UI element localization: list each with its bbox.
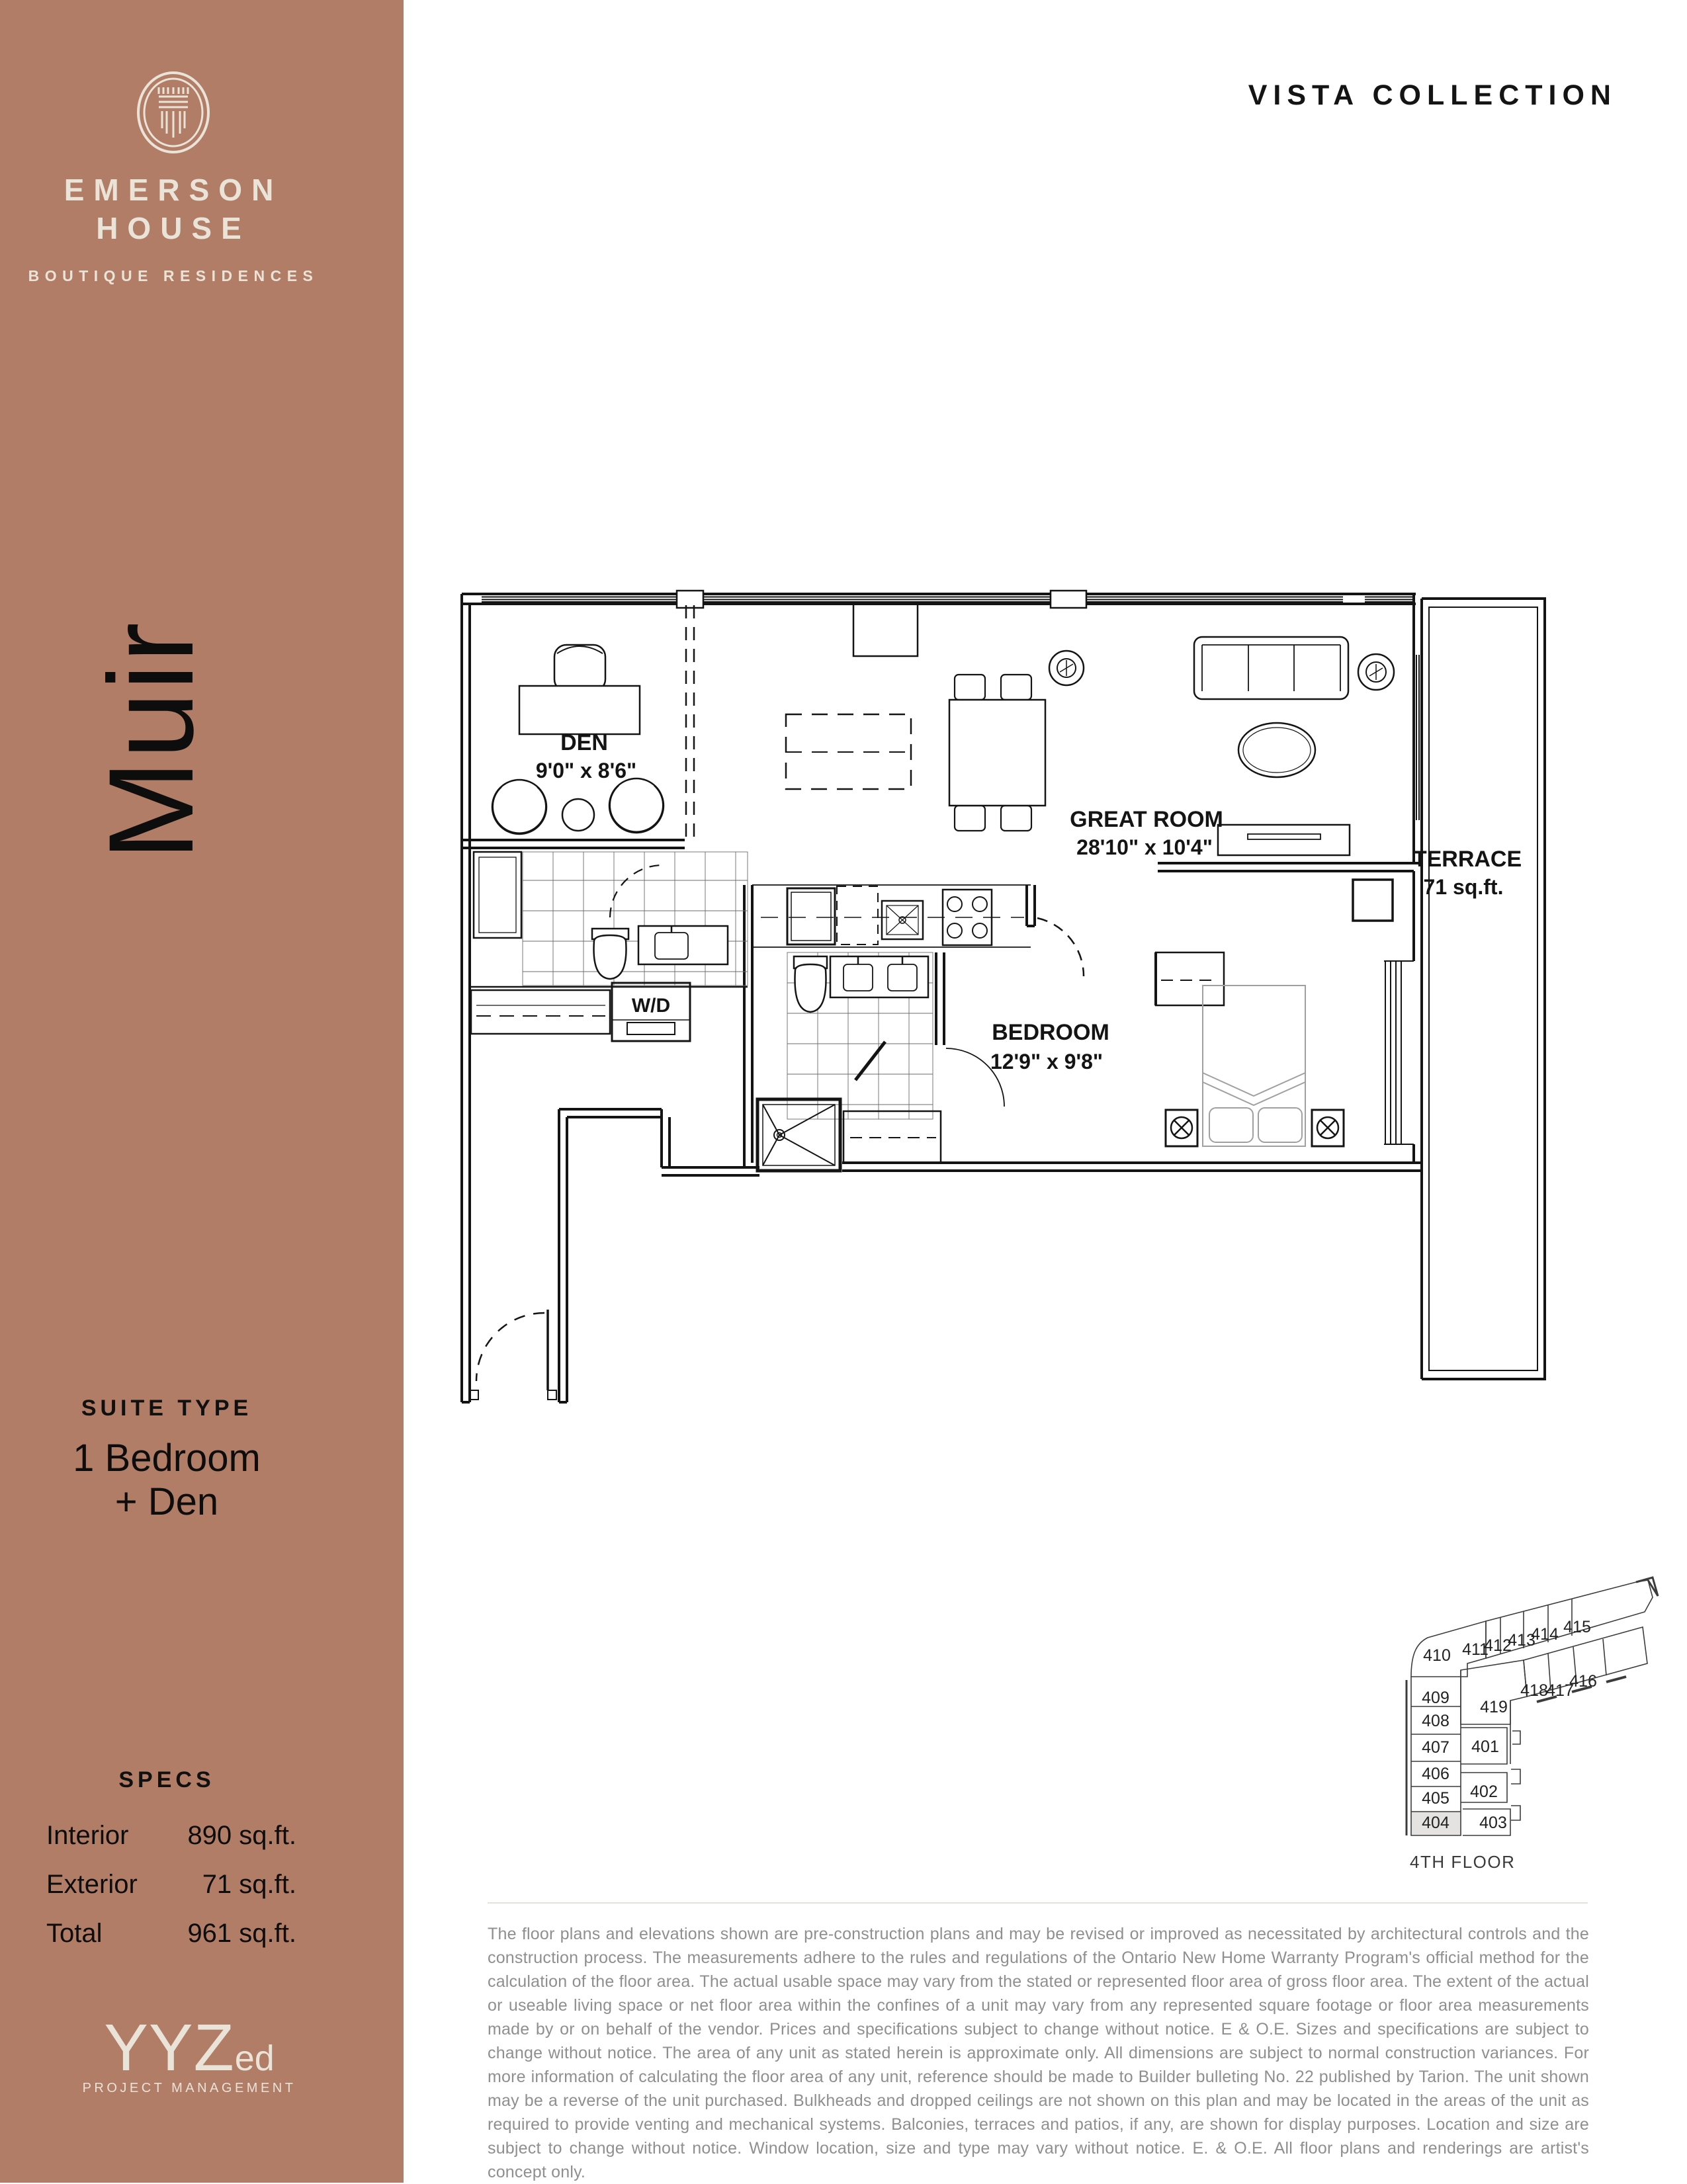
spec-label: Interior [46, 1821, 129, 1850]
floor-plan [456, 582, 1551, 1406]
suite-type-value [0, 1437, 333, 1524]
key-plan [1375, 1571, 1666, 1855]
key-plan-unit: 418 [1520, 1681, 1548, 1700]
key-plan-unit: 402 [1470, 1783, 1498, 1801]
spec-label: Exterior [46, 1870, 138, 1899]
brand-emblem-icon [0, 46, 347, 172]
key-plan-unit: 405 [1422, 1789, 1449, 1808]
key-plan-unit: 412 [1484, 1636, 1512, 1655]
spec-row-interior [46, 1811, 296, 1860]
room-label-terrace: TERRACE [1412, 847, 1522, 872]
key-plan-unit: 417 [1546, 1681, 1574, 1700]
spec-value: 890 sq.ft. [187, 1821, 296, 1850]
key-plan-unit: 415 [1563, 1618, 1591, 1636]
room-label-den: DEN [560, 730, 608, 755]
spec-value: 961 sq.ft. [187, 1919, 296, 1948]
key-plan-unit: 413 [1508, 1631, 1536, 1650]
kitchen-appliances [752, 885, 1031, 947]
brand-logo [0, 46, 347, 175]
powder-room-fixtures [474, 852, 728, 979]
developer-logo-main: YYZ [104, 2011, 235, 2085]
legal-disclaimer: The floor plans and elevations shown are pre-construction plans and may be revised or improved as necessitated by architectural controls and the construction process. The measurements adhere to the rules and regulations of the Ontario New Home Warranty Program's official method for the calculation of the floor area. The actual usable space may vary from the stated or represented floor area of gross floor area. The extent of the actual or useable living space or net floor area within the confines of a unit may vary from any represented square footage or floor area measurements made by or on behalf of the vendor. Prices and specifications subject to change without notice. E & O.E. Sizes and specifications are subject to change without notice. The area of any unit as stated herein is approximate only. All dimensions are subject to normal construction variances. For more information of calculating the floor area of any unit, reference should be made to Builder bulleting No. 22 published by Tarion. The unit shown may be a reverse of the unit purchased. Bulkheads and dropped ceilings are not shown on this plan and may be located in the areas of the unit as required to provide venting and mechanical systems. Balconies, terraces and patios, if any, are shown for display purposes. Location and size are subject to change without notice. Window location, size and type may vary without notice. E. & O.E. All floor plans and renderings are artist's concept only. [488, 1925, 1589, 2181]
great-room-furniture [1049, 637, 1394, 921]
key-plan-unit: 403 [1479, 1814, 1507, 1832]
key-plan-unit: 408 [1422, 1712, 1449, 1730]
bedroom-furniture [1166, 986, 1344, 1146]
dining-set [949, 675, 1045, 831]
spec-row-total [46, 1909, 296, 1958]
suite-name: Muir [83, 621, 218, 861]
key-plan-unit: 419 [1480, 1698, 1508, 1716]
sidebar [0, 0, 404, 2183]
key-plan-unit: 411 [1462, 1640, 1489, 1659]
key-plan-unit: 410 [1423, 1646, 1451, 1665]
key-plan-unit: 414 [1531, 1625, 1559, 1644]
room-label-bedroom: BEDROOM [992, 1020, 1109, 1045]
room-dims-den: 9'0" x 8'6" [535, 759, 637, 782]
key-plan-unit: 406 [1422, 1765, 1449, 1783]
developer-logo-suffix: ed [234, 2038, 275, 2078]
key-plan-unit-highlighted: 404 [1422, 1814, 1449, 1832]
spec-value: 71 sq.ft. [202, 1870, 296, 1899]
spec-label: Total [46, 1919, 103, 1948]
suite-name-vertical [63, 615, 238, 866]
collection-title: VISTA COLLECTION [1248, 79, 1617, 111]
brand-tagline: BOUTIQUE RESIDENCES [28, 267, 319, 284]
suite-type-line1: 1 Bedroom [73, 1437, 261, 1480]
key-plan-unit: 401 [1471, 1738, 1499, 1756]
spec-row-exterior [46, 1860, 296, 1909]
specs-table [46, 1811, 296, 1958]
room-dims-bedroom: 12'9" x 9'8" [990, 1050, 1103, 1073]
specs-heading: SPECS [118, 1767, 215, 1792]
key-plan-unit: 409 [1422, 1689, 1449, 1707]
room-label-great-room: GREAT ROOM [1070, 807, 1223, 832]
washer-dryer-label: W/D [631, 995, 671, 1017]
divider-line [488, 1902, 1588, 1904]
suite-type-heading: SUITE TYPE [81, 1396, 253, 1421]
key-plan-unit: 416 [1569, 1672, 1597, 1691]
brand-name [0, 172, 347, 285]
plan-windows [482, 591, 1419, 1144]
brand-name-line1: EMERSON [64, 173, 283, 207]
brand-name-line2: HOUSE [96, 211, 251, 245]
key-plan-floor-label: 4TH FLOOR [1410, 1852, 1516, 1872]
developer-logo-tagline: PROJECT MANAGEMENT [82, 2081, 296, 2095]
terrace-outline [1422, 599, 1545, 1379]
kitchen-island [786, 714, 911, 789]
developer-logo [0, 2011, 378, 2096]
suite-type-line2: + Den [114, 1480, 219, 1523]
room-dims-great-room: 28'10" x 10'4" [1076, 835, 1213, 859]
key-plan-unit: 407 [1422, 1738, 1449, 1757]
room-dims-terrace: 71 sq.ft. [1423, 875, 1504, 899]
